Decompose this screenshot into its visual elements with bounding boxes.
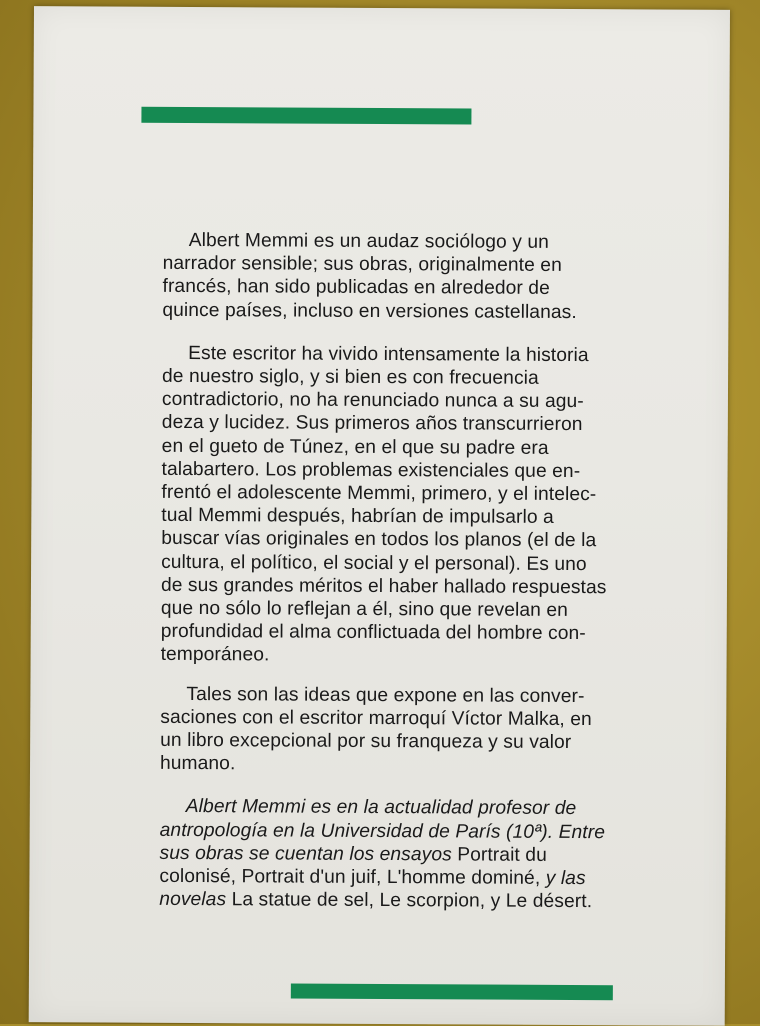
- text-line: [159, 888, 639, 914]
- text-line: tual Memmi después, habrían de impulsarlo a: [161, 505, 554, 529]
- text-roman-run: La statue de sel, Le scorpion, y Le désert.: [226, 889, 593, 913]
- text-line: Este escritor ha vivido intensamente la historia: [188, 342, 589, 366]
- text-line: francés, han sido publicadas en alrededor de: [162, 276, 550, 300]
- text-roman-run: Portrait du: [451, 844, 547, 866]
- text-line: Albert Memmi es en la actualidad profesor de: [185, 796, 577, 820]
- text-line: de nuestro siglo, y si bien es con frecuencia: [162, 365, 539, 389]
- text-italic-run: y las: [540, 867, 586, 890]
- text-line: quince países, incluso en versiones castellanas.: [162, 299, 577, 323]
- paragraph-intro: [162, 229, 642, 324]
- text-line: cultura, el político, el social y el personal). Es uno: [161, 551, 587, 575]
- bottom-green-bar: [291, 984, 613, 1001]
- text-line: antropología en la Universidad de París (10ª). Entre: [159, 819, 606, 843]
- text-line: en el gueto de Túnez, en el que su padre era: [161, 435, 549, 459]
- paragraph-biography: [161, 342, 643, 669]
- text-line: Tales son las ideas que expone en las conver-: [186, 683, 585, 707]
- text-italic-run: sus obras se cuentan los ensayos: [159, 842, 452, 866]
- top-green-bar: [141, 107, 471, 125]
- text-line: contradictorio, no ha renunciado nunca a su agu-: [161, 389, 584, 413]
- paragraph-author-note: [159, 795, 640, 914]
- text-line: talabartero. Los problemas existenciales que en-: [161, 458, 581, 482]
- text-line: frentó el adolescente Memmi, primero, y el intelec-: [161, 481, 597, 506]
- text-line: buscar vías originales en todos los planos (el de la: [161, 528, 597, 552]
- text-line: que no sólo lo reflejan a él, sino que revelan en: [160, 597, 568, 622]
- text-roman-run: colonisé, Portrait d'un juif, L'homme dominé,: [159, 865, 541, 889]
- text-line: deza y lucidez. Sus primeros años transcurrieron: [161, 412, 583, 436]
- text-line: [160, 842, 640, 868]
- book-back-cover: [29, 6, 730, 1026]
- text-italic-run: novelas: [159, 889, 227, 911]
- text-line: temporáneo.: [160, 644, 270, 666]
- text-line: narrador sensible; sus obras, originalmente en: [162, 253, 562, 277]
- text-line: [159, 865, 639, 891]
- text-line: saciones con el escritor marroquí Víctor Malka, en: [160, 706, 592, 730]
- paragraph-conversations: [160, 683, 640, 778]
- blurb-text: [159, 229, 643, 914]
- text-line: Albert Memmi es un audaz sociólogo y un: [188, 229, 549, 253]
- text-line: profundidad el alma conflictuada del hombre con-: [160, 621, 586, 645]
- text-line: de sus grandes méritos el haber hallado respuestas: [160, 574, 607, 599]
- text-line: un libro excepcional por su franqueza y su valor: [160, 729, 572, 754]
- text-line: humano.: [159, 753, 236, 775]
